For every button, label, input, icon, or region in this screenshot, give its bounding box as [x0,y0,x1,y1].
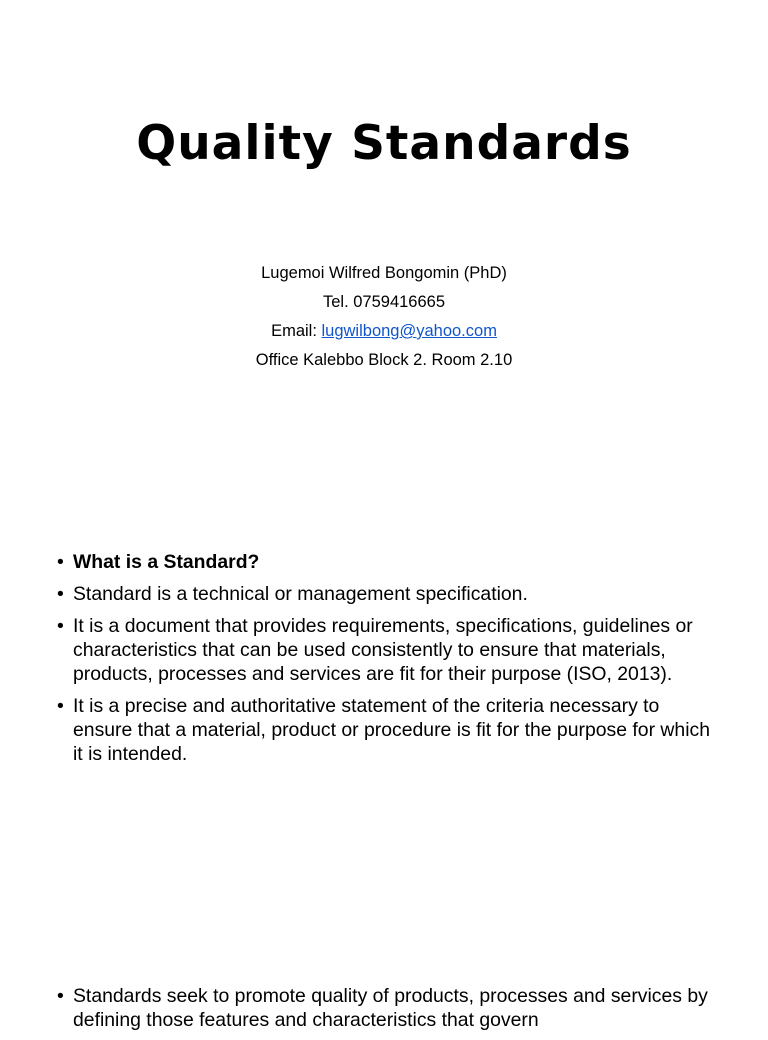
list-item-heading: What is a Standard? [73,551,260,573]
list-item [57,550,717,574]
bullet-icon: • [57,583,64,605]
standard-definition-list [57,550,717,774]
author-info [0,259,768,375]
author-office: Office Kalebbo Block 2. Room 2.10 [255,351,513,369]
list-item [57,582,717,606]
author-name: Lugemoi Wilfred Bongomin (PhD) [261,264,507,282]
email-label: Email: [271,322,322,340]
email-link[interactable]: lugwilbong@yahoo.com [321,322,497,340]
list-item-text: Standard is a technical or management specification. [73,583,528,605]
bullet-icon: • [57,551,64,573]
list-item-text: It is a precise and authoritative statement of the criteria necessary to ensure that a material, product or procedure is fit for the purpose for which it is intended. [73,695,710,765]
standard-purpose-list [57,984,717,1040]
bullet-icon: • [57,985,64,1007]
bullet-icon: • [57,615,64,637]
list-item-text: It is a document that provides requirements, specifications, guidelines or characteristics that can be used consistently to ensure that materials, products, processes and services are fit for their purpose (ISO, 2013). [73,615,693,685]
list-item [57,984,717,1032]
list-item-text: Standards seek to promote quality of products, processes and services by defining those features and characteristics that govern [73,985,708,1031]
author-tel: Tel. 0759416665 [322,293,446,311]
bullet-icon: • [57,695,64,717]
list-item [57,694,717,766]
author-email-line [0,317,768,346]
page-title: Quality Standards [136,116,632,171]
list-item [57,614,717,686]
